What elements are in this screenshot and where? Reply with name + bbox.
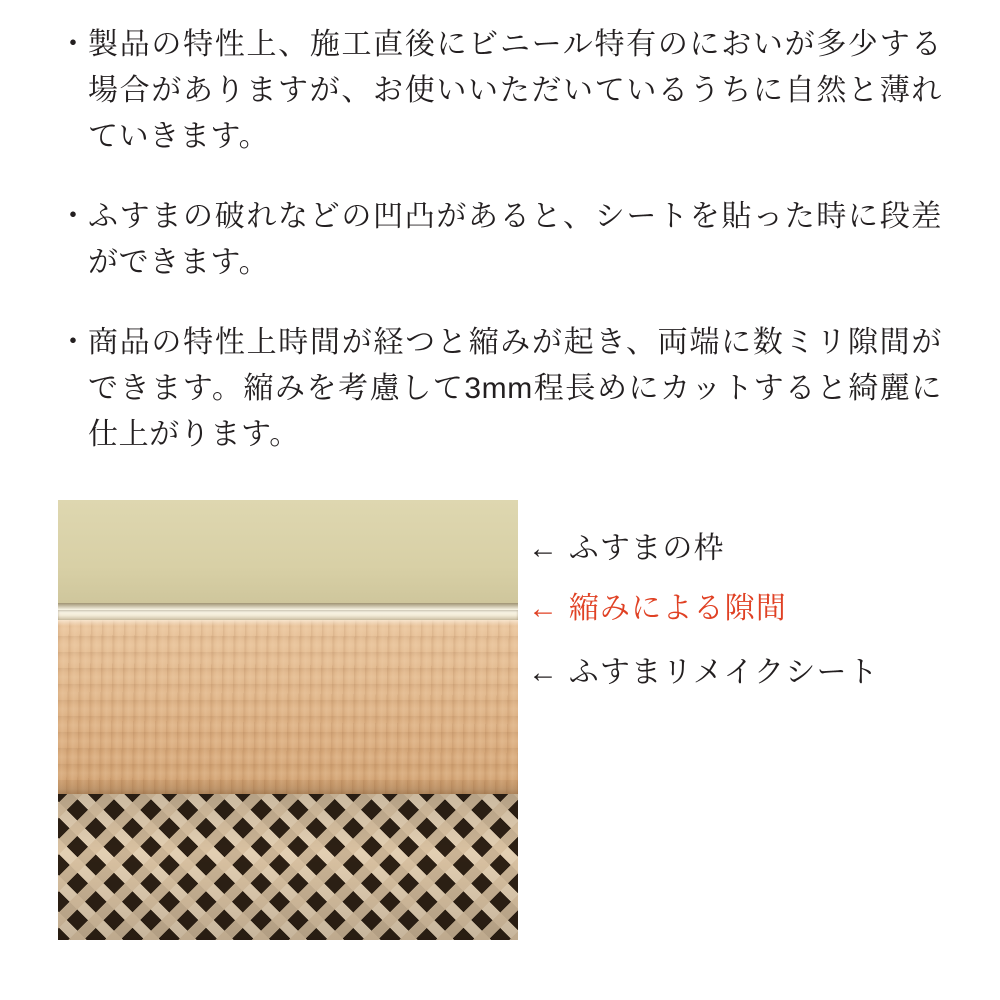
- fusuma-frame-band: [58, 500, 518, 610]
- bullet-icon: ・: [58, 28, 88, 61]
- list-item: [58, 320, 942, 458]
- note-text: ふすまの破れなどの凹凸があると、シートを貼った時に段差ができます。: [88, 200, 942, 279]
- weave-shading: [58, 794, 518, 940]
- notes-list: [0, 0, 1000, 458]
- figure-diagram: [0, 492, 1000, 952]
- shrink-gap-band: [58, 610, 518, 620]
- bullet-icon: ・: [58, 326, 88, 359]
- remake-sheet-band: [58, 620, 518, 794]
- product-photo: [58, 500, 518, 940]
- bullet-icon: ・: [58, 200, 88, 233]
- note-text: 製品の特性上、施工直後にビニール特有のにおいが多少する場合がありますが、お使いいただいているうちに自然と薄れていきます。: [88, 28, 942, 153]
- label-fusuma-frame: ← ふすまの枠: [528, 532, 725, 565]
- label-shrink-gap: ← 縮みによる隙間: [528, 592, 788, 625]
- list-item: [58, 194, 942, 286]
- note-text: 商品の特性上時間が経つと縮みが起き、両端に数ミリ隙間ができます。縮みを考慮して3mm程長めにカットすると綺麗に仕上がります。: [88, 326, 942, 451]
- lattice-weave-band: [58, 794, 518, 940]
- list-item: [58, 22, 942, 160]
- label-remake-sheet: ← ふすまリメイクシート: [528, 656, 879, 689]
